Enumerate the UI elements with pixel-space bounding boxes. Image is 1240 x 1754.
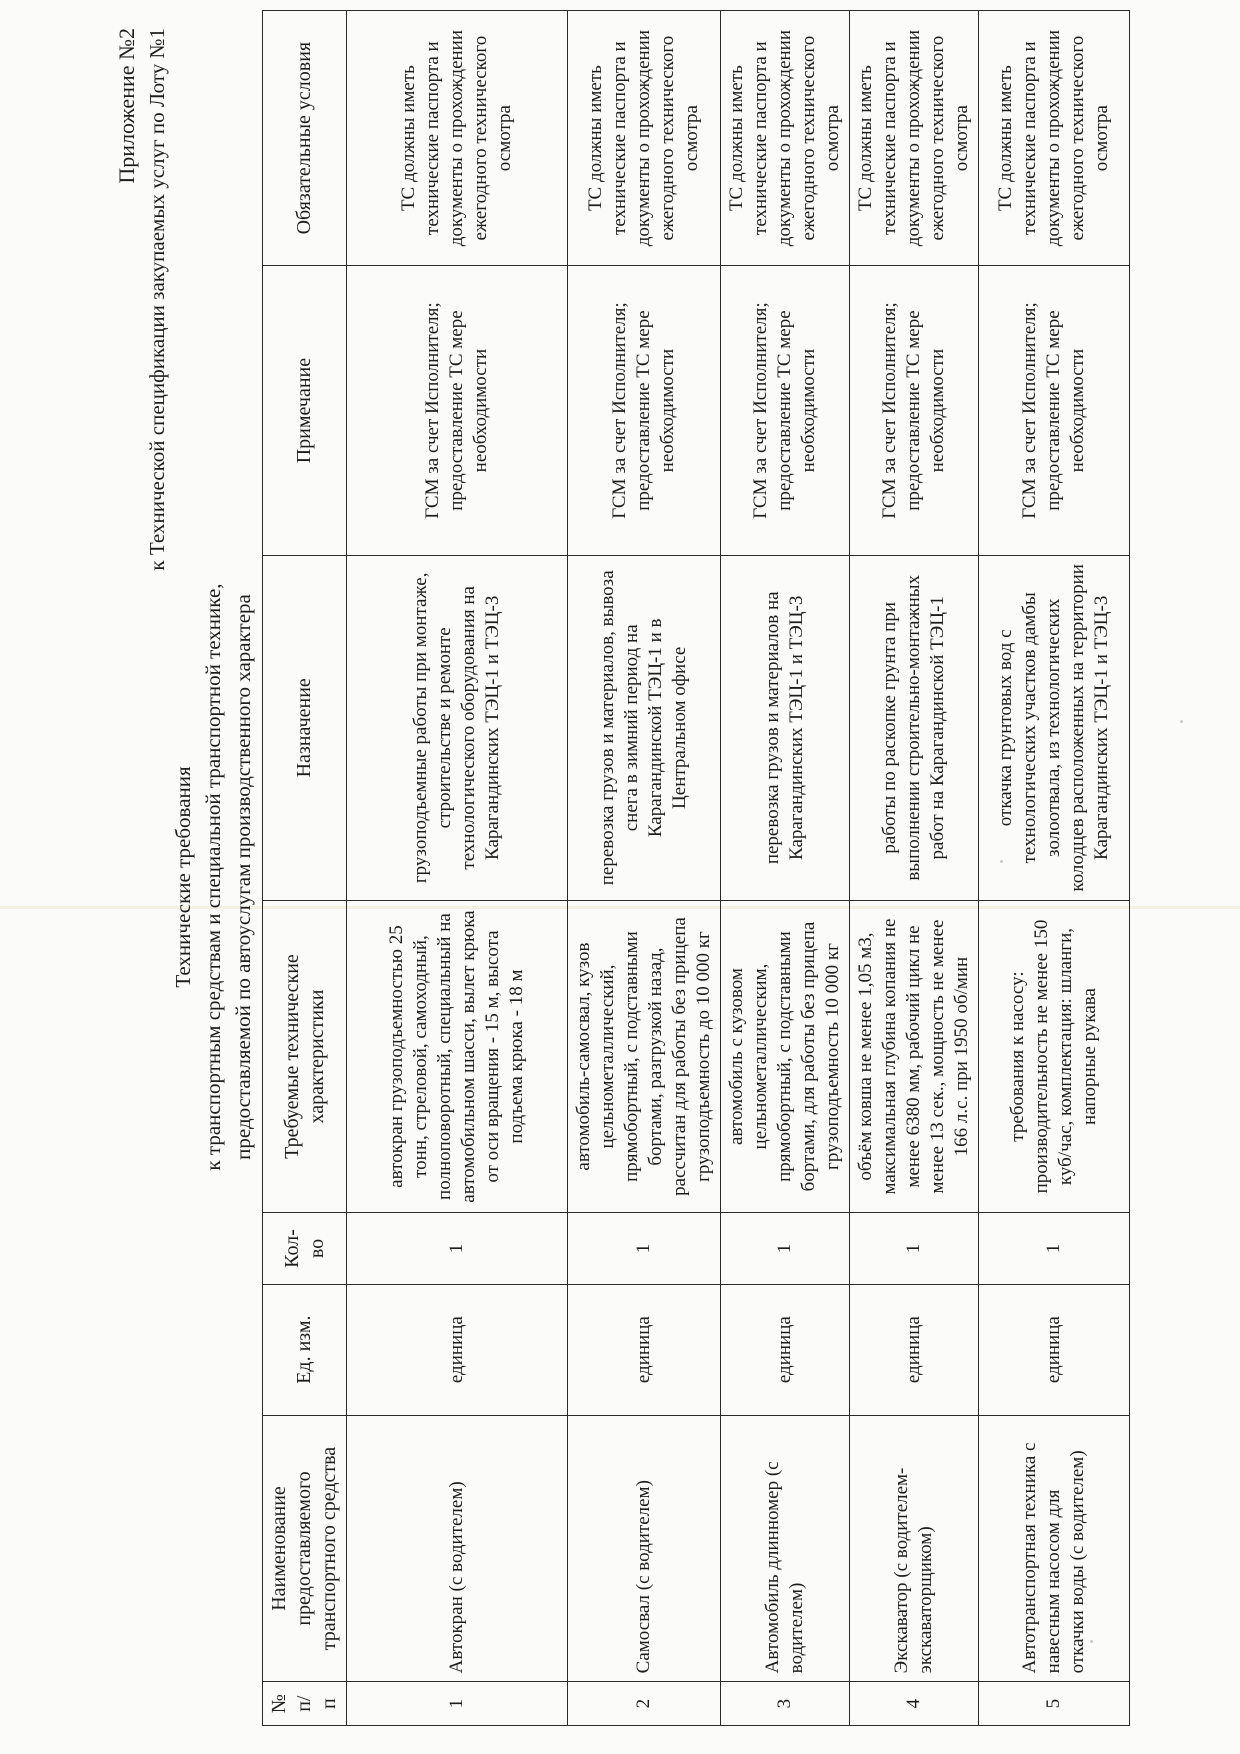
cell-specs: объём ковша не менее 1,05 м3, максимальная глубина копания не менее 6380 мм, рабочий цикл не менее 13 сек., мощность не менее 166 л.с. при 1950 об/мин: [850, 900, 979, 1213]
cell-num: 4: [850, 1682, 979, 1726]
cell-num: 5: [979, 1682, 1130, 1726]
cell-specs: автомобиль-самосвал, кузов цельнометаллический, прямобортный, с подставными бортами, разгрузкой назад, рассчитан для работы без прицепа грузоподъемность до 10 000 кг: [568, 900, 721, 1213]
cell-conditions: ТС должны иметь технические паспорта и документы о прохождении ежегодного технического осмотра: [568, 11, 721, 266]
header-unit: Ед. изм.: [263, 1284, 347, 1415]
table-row: [721, 11, 850, 1726]
heading-line-2: к транспортным средствам и специальной транспортной технике,: [201, 583, 225, 1171]
header-specs: Требуемые технические характеристики: [263, 900, 347, 1213]
header-qty: Кол-во: [263, 1213, 347, 1284]
cell-num: 2: [568, 1682, 721, 1726]
cell-purpose: перевозка грузов и материалов, вывоза снега в зимний период на Карагандинской ТЭЦ-1 и в Центральном офисе: [568, 555, 721, 900]
cell-name: Автокран (с водителем): [347, 1415, 568, 1682]
cell-purpose: работы по раскопке грунта при выполнении строительно-монтажных работ на Карагандинской ТЭЦ-1: [850, 555, 979, 900]
cell-unit: единица: [850, 1284, 979, 1415]
requirements-table: [262, 10, 1130, 1726]
cell-note: ГСМ за счет Исполнителя; предоставление ТС мере необходимости: [979, 266, 1130, 556]
table-row: [979, 11, 1130, 1726]
cell-purpose: грузоподъемные работы при монтаже, строительстве и ремонте технологического оборудования на Карагандинских ТЭЦ-1 и ТЭЦ-3: [347, 555, 568, 900]
cell-specs: автомобиль с кузовом цельнометаллическим, прямобортный, с подставными бортами, для работы без прицепа грузоподъемность 10 000 кг: [721, 900, 850, 1213]
header-num: № п/п: [263, 1682, 347, 1726]
appendix-subtitle: к Технической спецификации закупаемых услуг по Лоту №1: [145, 28, 169, 571]
header-note: Примечание: [263, 266, 347, 556]
cell-qty: 1: [721, 1213, 850, 1284]
cell-conditions: ТС должны иметь технические паспорта и документы о прохождении ежегодного технического осмотра: [721, 11, 850, 266]
document-heading: [168, 0, 258, 1754]
cell-qty: 1: [568, 1213, 721, 1284]
cell-num: 1: [347, 1682, 568, 1726]
header-purpose: Назначение: [263, 555, 347, 900]
cell-conditions: ТС должны иметь технические паспорта и документы о прохождении ежегодного технического осмотра: [979, 11, 1130, 266]
appendix-reference: [112, 28, 172, 571]
cell-unit: единица: [979, 1284, 1130, 1415]
table-row: [568, 11, 721, 1726]
cell-conditions: ТС должны иметь технические паспорта и документы о прохождении ежегодного технического осмотра: [850, 11, 979, 266]
cell-purpose: перевозка грузов и материалов на Карагандинских ТЭЦ-1 и ТЭЦ-3: [721, 555, 850, 900]
cell-name: Автотранспортная техника с навесным насосом для откачки воды (с водителем): [979, 1415, 1130, 1682]
cell-unit: единица: [347, 1284, 568, 1415]
cell-name: Автомобиль длинномер (с водителем): [721, 1415, 850, 1682]
cell-purpose: откачка грунтовых вод с технологических участков дамбы золоотвала, из технологических колодцев расположенных на территории Карагандинских ТЭЦ-1 и ТЭЦ-3: [979, 555, 1130, 900]
table-row: [850, 11, 979, 1726]
cell-name: Самосвал (с водителем): [568, 1415, 721, 1682]
table-header-row: [263, 11, 347, 1726]
appendix-number: Приложение №2: [114, 28, 139, 184]
cell-unit: единица: [568, 1284, 721, 1415]
cell-conditions: ТС должны иметь технические паспорта и документы о прохождении ежегодного технического осмотра: [347, 11, 568, 266]
cell-unit: единица: [721, 1284, 850, 1415]
header-name: Наименование предоставляемого транспортного средства: [263, 1415, 347, 1682]
heading-line-3: предоставляемой по автоуслугам производственного характера: [231, 594, 255, 1160]
cell-note: ГСМ за счет Исполнителя; предоставление ТС мере необходимости: [850, 266, 979, 556]
cell-qty: 1: [347, 1213, 568, 1284]
cell-qty: 1: [850, 1213, 979, 1284]
heading-title: Технические требования: [171, 766, 195, 988]
cell-num: 3: [721, 1682, 850, 1726]
cell-specs: требования к насосу: производительность не менее 150 куб/час, комплектация: шланги, напорные рукава: [979, 900, 1130, 1213]
cell-qty: 1: [979, 1213, 1130, 1284]
cell-name: Экскаватор (с водителем-экскаваторщиком): [850, 1415, 979, 1682]
header-conditions: Обязательные условия: [263, 11, 347, 266]
cell-note: ГСМ за счет Исполнителя; предоставление ТС мере необходимости: [568, 266, 721, 556]
cell-note: ГСМ за счет Исполнителя; предоставление ТС мере необходимости: [347, 266, 568, 556]
table-row: [347, 11, 568, 1726]
cell-specs: автокран грузоподъемностью 25 тонн, стреловой, самоходный, полноповоротный, специальный на автомобильном шасси, вылет крюка от оси вращения - 15 м, высота подъема крюка - 18 м: [347, 900, 568, 1213]
cell-note: ГСМ за счет Исполнителя; предоставление ТС мере необходимости: [721, 266, 850, 556]
